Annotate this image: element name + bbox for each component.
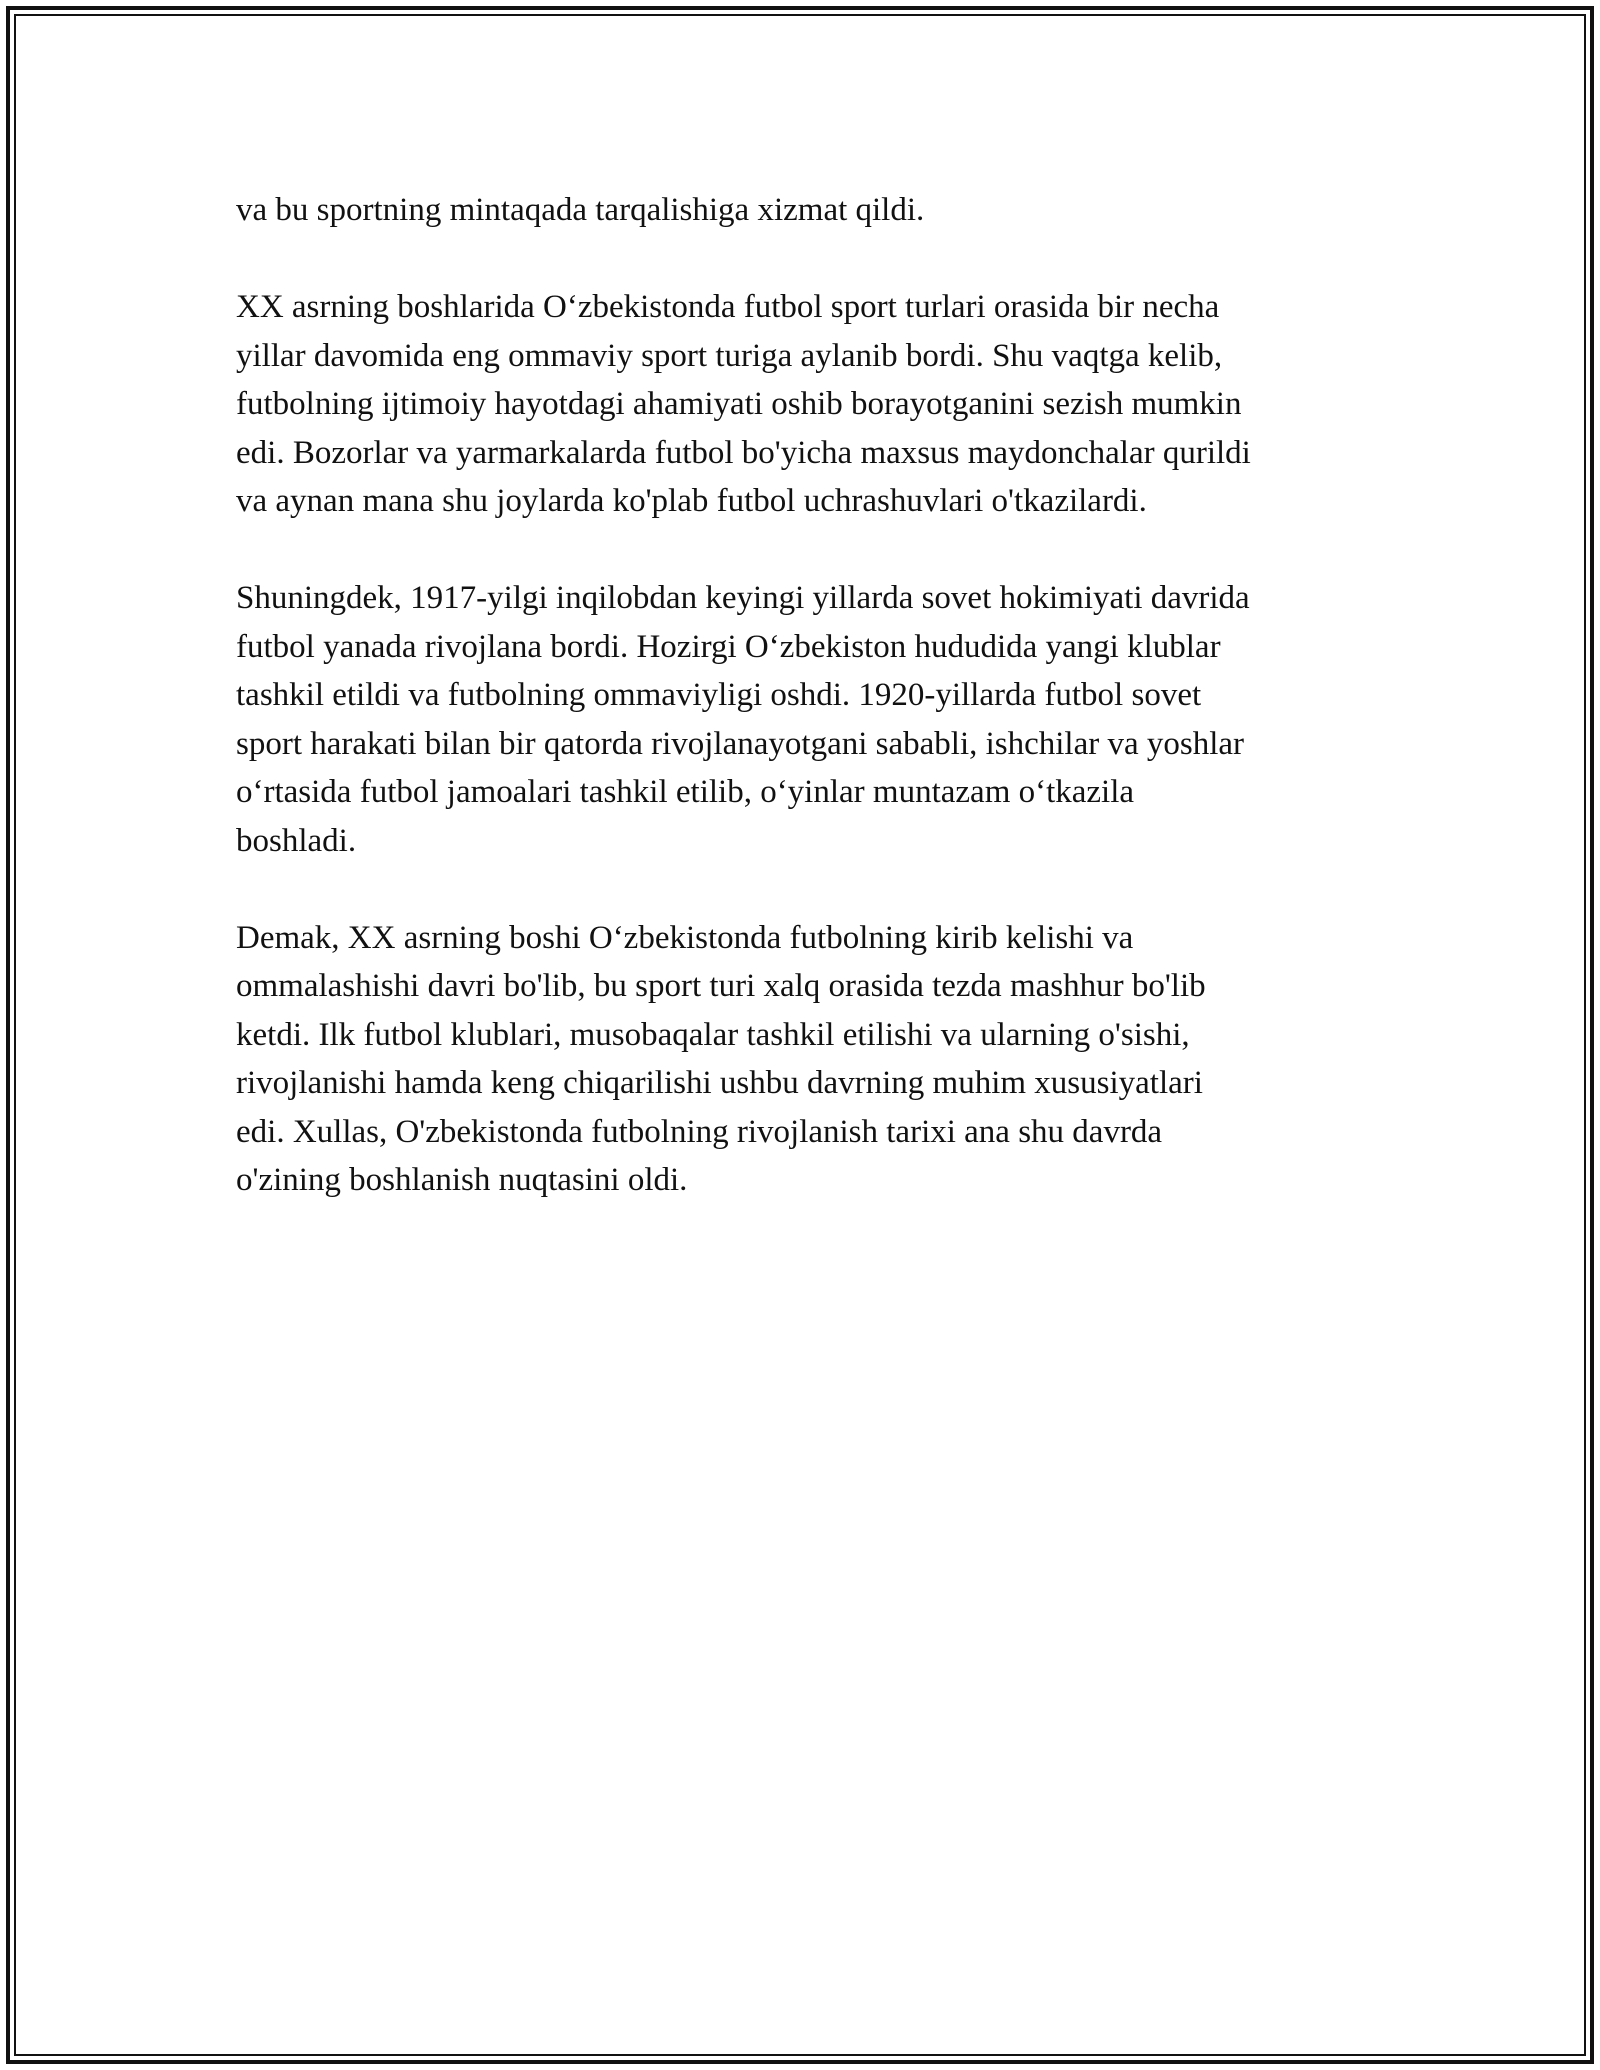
paragraph-2 [236,283,1396,526]
text-line: Demak, XX asrning boshi O‘zbekistonda futbolning kirib kelishi va [236,919,1134,956]
text-line: futbolning ijtimoiy hayotdagi ahamiyati oshib borayotganini sezish mumkin [236,386,1242,422]
text-line: edi. Xullas, O'zbekistonda futbolning rivojlanish tarixi ana shu davrda [236,1113,1163,1150]
text-line: edi. Bozorlar va yarmarkalarda futbol bo'yicha maxsus maydonchalar qurildi [236,434,1251,471]
text-line: va aynan mana shu joylarda ko'plab futbol uchrashuvlari o'tkazilardi. [236,483,1147,519]
text-line: boshladi. [236,822,357,859]
text-line: Shuningdek, 1917-yilgi inqilobdan keyingi yillarda sovet hokimiyati davrida [236,580,1250,616]
text-line: sport harakati bilan bir qatorda rivojlanayotgani sababli, ishchilar va yoshlar [236,725,1245,762]
paragraph-1 [236,186,1396,235]
text-line: futbol yanada rivojlana bordi. Hozirgi O‘zbekiston hududida yangi klublar [236,628,1221,665]
text-line: yillar davomida eng ommaviy sport turiga aylanib bordi. Shu vaqtga kelib, [236,337,1223,374]
text-line: o'zining boshlanish nuqtasini oldi. [236,1162,688,1198]
text-line: ketdi. Ilk futbol klublari, musobaqalar tashkil etilishi va ularning o'sishi, [236,1016,1190,1053]
text-line: XX asrning boshlarida O‘zbekistonda futbol sport turlari orasida bir necha [236,289,1220,325]
text-line: o‘rtasida futbol jamoalari tashkil etilib, o‘yinlar muntazam o‘tkazila [236,774,1135,810]
text-line: tashkil etildi va futbolning ommaviyligi oshdi. 1920-yillarda futbol sovet [236,677,1202,713]
text-line: ommalashishi davri bo'lib, bu sport turi xalq orasida tezda mashhur bo'lib [236,968,1206,1004]
text-line: rivojlanishi hamda keng chiqarilishi ushbu davrning muhim xususiyatlari [236,1065,1203,1101]
paragraph-4 [236,914,1396,1205]
paragraph-3 [236,574,1396,865]
text-line: va bu sportning mintaqada tarqalishiga xizmat qildi. [236,192,925,228]
document-body [236,186,1396,1253]
